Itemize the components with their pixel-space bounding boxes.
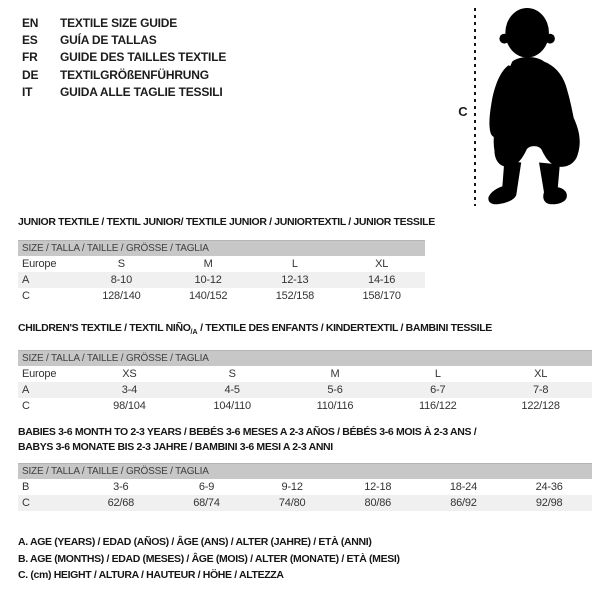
table-row [18, 495, 592, 511]
table-row [18, 382, 592, 398]
children-title-post: / TEXTILE DES ENFANTS / KINDERTEXTIL / BAMBINI TESSILE [197, 322, 492, 334]
lang-code: ES [22, 33, 38, 48]
table-cell: 6-9 [198, 481, 215, 493]
table-row [18, 272, 425, 288]
lang-title: TEXTILE SIZE GUIDE [60, 15, 178, 30]
table-cell: 4-5 [181, 382, 284, 398]
lang-code: EN [22, 15, 39, 30]
table-cell: 10-12 [165, 272, 252, 288]
size-header-bar [18, 351, 592, 367]
table-cell: 3-4 [78, 382, 181, 398]
table-cell: 62/68 [78, 495, 164, 511]
table-cell: 9-12 [281, 481, 303, 493]
table-cell: 6-7 [386, 382, 489, 398]
table-cell: A [18, 382, 78, 398]
table-cell: 158/170 [362, 290, 401, 302]
table-cell: 7-8 [489, 382, 592, 398]
babies-table-title-line1: BABIES 3-6 MONTH TO 2-3 YEARS / BEBÉS 3-6 MESES A 2-3 AÑOS / BÉBÉS 3-6 MOIS À 2-3 ANS / [18, 426, 477, 438]
table-cell: 3-6 [113, 481, 129, 493]
table-cell: XL [375, 258, 389, 270]
lang-code: IT [22, 85, 33, 100]
table-cell: S [117, 258, 125, 270]
table-cell: 152/158 [275, 290, 315, 302]
table-cell: C [22, 400, 30, 412]
table-cell: 14-16 [338, 272, 425, 288]
table-cell: 104/110 [213, 400, 251, 412]
table-row [18, 366, 592, 382]
size-header-text: SIZE / TALLA / TAILLE / GRÖSSE / TAGLIA [18, 241, 425, 257]
table-cell: 24-36 [535, 481, 563, 493]
table-cell: 98/104 [113, 400, 146, 412]
table-cell: 92/98 [506, 495, 592, 511]
children-title-pre: CHILDREN'S TEXTILE / TEXTIL NIÑO [18, 322, 191, 334]
table-row [18, 256, 425, 272]
table-cell: Europe [22, 368, 57, 380]
language-list [22, 14, 226, 101]
children-table-title [18, 322, 492, 336]
lang-row-it [22, 84, 226, 101]
lang-title: TEXTILGRÖßENFÜHRUNG [60, 67, 209, 82]
lang-title: GUIDA ALLE TAGLIE TESSILI [60, 85, 223, 100]
table-cell: 68/74 [164, 495, 250, 511]
legend-line-a: A. AGE (YEARS) / EDAD (AÑOS) / ÂGE (ANS) / ALTER (JAHRE) / ETÀ (ANNI) [18, 536, 372, 548]
babies-table-title-line2: BABYS 3-6 MONATE BIS 2-3 JAHRE / BAMBINI 3-6 MESI A 2-3 ANNI [18, 441, 333, 453]
measurement-legend [18, 536, 400, 586]
junior-table-title: JUNIOR TEXTILE / TEXTIL JUNIOR/ TEXTILE JUNIOR / JUNIORTEXTIL / JUNIOR TESSILE [18, 216, 435, 228]
lang-row-en [22, 14, 226, 31]
lang-code: FR [22, 50, 38, 65]
table-cell: M [203, 258, 213, 270]
lang-row-es [22, 31, 226, 48]
baby-silhouette-icon [486, 4, 598, 212]
table-cell: 18-24 [449, 481, 478, 493]
legend-line-b: B. AGE (MONTHS) / EDAD (MESES) / ÂGE (MOIS) / ALTER (MONATE) / ETÀ (MESI) [18, 552, 400, 565]
table-row [18, 398, 592, 414]
table-cell: B [22, 481, 30, 493]
babies-size-table [18, 463, 592, 511]
size-header-text: SIZE / TALLA / TAILLE / GRÖSSE / TAGLIA [18, 351, 592, 367]
table-cell: L [434, 368, 441, 380]
size-header-text: SIZE / TALLA / TAILLE / GRÖSSE / TAGLIA [18, 464, 592, 480]
table-cell: 140/152 [188, 290, 228, 302]
lang-title: GUIDE DES TAILLES TEXTILE [60, 50, 227, 65]
table-cell: Europe [22, 258, 57, 270]
lang-row-de [22, 66, 226, 83]
table-cell: 86/92 [421, 495, 507, 511]
figure-height-label: C [458, 104, 468, 119]
children-size-table [18, 350, 592, 414]
lang-code: DE [22, 67, 39, 82]
size-header-bar [18, 464, 592, 480]
table-cell: 74/80 [249, 495, 335, 511]
table-cell: M [330, 368, 340, 380]
table-cell: XL [534, 368, 548, 380]
table-cell: 80/86 [335, 495, 421, 511]
table-cell: 116/122 [419, 400, 457, 412]
table-cell: L [291, 258, 298, 270]
table-row [18, 479, 592, 495]
table-cell: XS [122, 368, 137, 380]
lang-row-fr [22, 49, 226, 66]
table-cell: 12-13 [252, 272, 339, 288]
size-header-bar [18, 241, 425, 257]
lang-title: GUÍA DE TALLAS [60, 33, 157, 48]
table-cell: 12-18 [364, 481, 392, 493]
table-cell: 5-6 [284, 382, 387, 398]
table-cell: A [18, 272, 78, 288]
table-cell: 122/128 [521, 400, 560, 412]
children-title-sub: /A [190, 329, 198, 337]
figure-area [450, 0, 600, 215]
table-cell: C [18, 495, 78, 511]
table-cell: 8-10 [78, 272, 165, 288]
table-cell: S [228, 368, 236, 380]
table-cell: 110/116 [316, 400, 354, 412]
table-cell: 128/140 [102, 290, 141, 302]
height-dashed-line [474, 8, 476, 206]
legend-line-c: C. (cm) HEIGHT / ALTURA / HAUTEUR / HÖHE / ALTEZZA [18, 569, 284, 582]
junior-size-table [18, 240, 425, 304]
table-cell: C [22, 290, 30, 302]
table-row [18, 288, 425, 304]
